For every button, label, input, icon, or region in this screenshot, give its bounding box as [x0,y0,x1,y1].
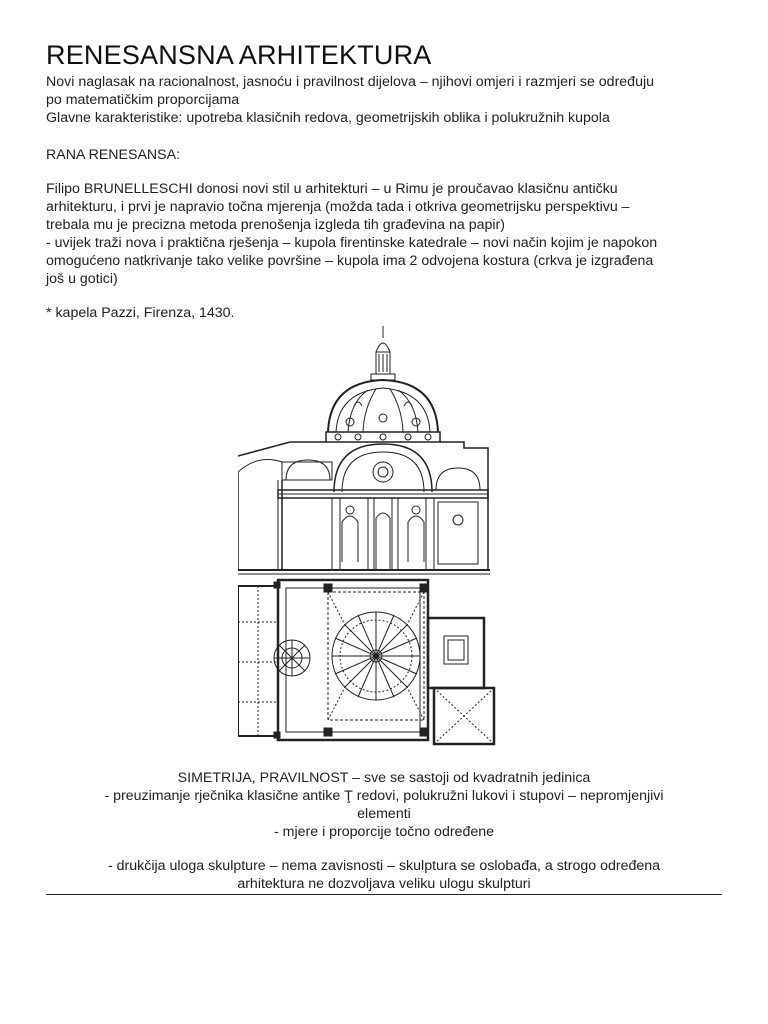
summary-line: - preuzimanje rječnika klasične antike Ţ redovi, polukružni lukovi i stupovi – nepromjenjivi [104,788,664,804]
summary-line: - mjere i proporcije točno određene [273,824,495,840]
summary-list [46,787,722,841]
list-line: omogućeno natkrivanje tako velike površine – kupola ima 2 odvojena kostura (crkva je izgrađena [46,253,654,269]
sculpture-line: - drukčija uloga skulpture – nema zavisnosti – skulptura se oslobađa, a strogo određena [107,858,661,874]
plan-drawing-icon [238,580,494,744]
sculpture-note [46,857,722,893]
section-drawing-icon [238,326,490,574]
architecture-figure [238,322,528,756]
summary-heading: SIMETRIJA, PRAVILNOST – sve se sastoji od kvadratnih jedinica [177,770,591,786]
figure-caption: * kapela Pazzi, Firenza, 1430. [46,305,235,321]
summary-line: elementi [357,806,411,822]
list-line: još u gotici) [46,271,118,287]
section-heading: RANA RENESANSA: [46,147,181,163]
bottom-divider [46,894,722,895]
body-line: arhitekturu, i prvi je napravio točna mjerenja (možda tada i otkriva geometrijsku perspektivu – [46,199,630,215]
intro-line: po matematičkim proporcijama [46,92,240,108]
body-line: Filipo BRUNELLESCHI donosi novi stil u arhitekturi – u Rimu je proučavao klasičnu antičku [46,181,618,197]
intro-line: Novi naglasak na racionalnost, jasnoću i pravilnost dijelova – njihovi omjeri i razmjeri se određuju [46,74,655,90]
body-paragraph [46,180,736,234]
list-line: - uvijek traži nova i praktična rješenja – kupola firentinske katedrale – novi način kojim je napokon [46,235,658,251]
body-line: trebala mu je precizna metoda prenošenja izgleda tih građevina na papir) [46,217,506,233]
list-paragraph [46,234,736,288]
intro-paragraph [46,73,736,127]
sculpture-line: arhitektura ne dozvoljava veliku ulogu skulpturi [237,876,531,892]
page-title: RENESANSNA ARHITEKTURA [46,40,432,70]
intro-line: Glavne karakteristike: upotreba klasičnih redova, geometrijskih oblika i polukružnih kupola [46,110,610,126]
